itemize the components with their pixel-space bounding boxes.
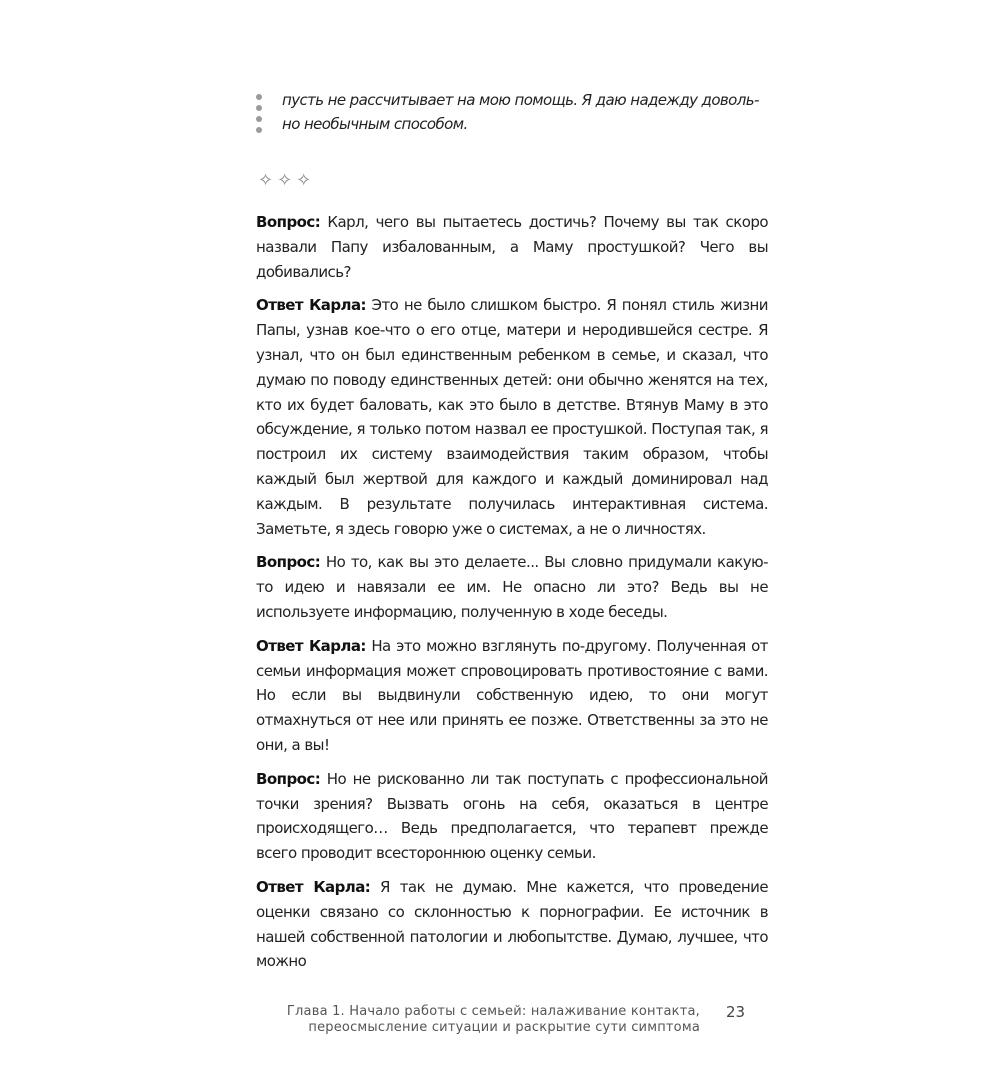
quote-block: [256, 88, 768, 136]
speaker-label: Вопрос:: [256, 769, 321, 788]
paragraph: [256, 550, 768, 624]
speaker-label: Ответ Карла:: [256, 636, 366, 655]
footer-chapter-line-1: Глава 1. Начало работы с семьей: налаживание контакта,: [286, 1004, 700, 1020]
paragraph: [256, 875, 768, 974]
section-separator-stars-icon: ✧✧✧: [258, 170, 316, 191]
paragraph-text: На это можно взглянуть по-другому. Полученная от семьи информация может спровоцировать противостояние с вами. Но если вы выдвинули собственную идею, то они могут отмахнуться от нее или принять ее позже. Ответственны за это не они, а вы!: [256, 636, 768, 754]
body-text: [256, 210, 768, 974]
speaker-label: Ответ Карла:: [256, 296, 366, 315]
paragraph: [256, 634, 768, 758]
footer-chapter-line-2: переосмысление ситуации и раскрытие сути симптома: [308, 1020, 700, 1036]
quote-text: пусть не рассчитывает на мою помощь. Я даю надежду доволь-но необычным способом.: [282, 91, 759, 133]
speaker-label: Ответ Карла:: [256, 877, 371, 896]
paragraph-text: Я так не думаю. Мне кажется, что проведение оценки связано со склонностью к порнографии. Ее источник в нашей собственной патологии и любопытстве. Думаю, лучшее, что можно: [256, 877, 768, 971]
paragraph: [256, 293, 768, 541]
paragraph: [256, 767, 768, 866]
paragraph-text: Карл, чего вы пытаетесь достичь? Почему вы так скоро назвали Папу избалованным, а Маму простушкой? Чего вы добивались?: [256, 213, 768, 281]
quote-dots-icon: [256, 94, 264, 138]
page-number: 23: [726, 1003, 746, 1022]
speaker-label: Вопрос:: [256, 553, 321, 572]
running-footer: [246, 1004, 700, 1036]
paragraph: [256, 210, 768, 284]
text-column: [256, 88, 768, 1076]
paragraph-text: Это не было слишком быстро. Я понял стиль жизни Папы, узнав кое-что о его отце, матери и неродившейся сестре. Я узнал, что он был единственным ребенком в семье, и сказал, что думаю по поводу единственных детей: они обычно женятся на тех, кто их будет баловать, как это было в детстве. Втянув Маму в это обсуждение, я только потом назвал ее простушкой. Поступая так, я построил их систему взаимодействия таким образом, чтобы каждый был жертвой для каждого и каждый доминировал над каждым. В результате получилась интерактивная система. Заметьте, я здесь говорю уже о системах, а не о личностях.: [256, 296, 769, 538]
speaker-label: Вопрос:: [256, 213, 321, 231]
running-footer-row: [256, 1004, 768, 1076]
paragraph-text: Но не рискованно ли так поступать с профессиональной точки зрения? Вызвать огонь на себя, оказаться в центре происходящего… Ведь предполагается, что терапевт прежде всего проводит всестороннюю оценку семьи.: [256, 769, 768, 863]
paragraph-text: Но то, как вы это делаете... Вы словно придумали какую-то идею и навязали ее им. Не опасно ли это? Ведь вы не используете информацию, полученную в ходе беседы.: [256, 553, 768, 621]
